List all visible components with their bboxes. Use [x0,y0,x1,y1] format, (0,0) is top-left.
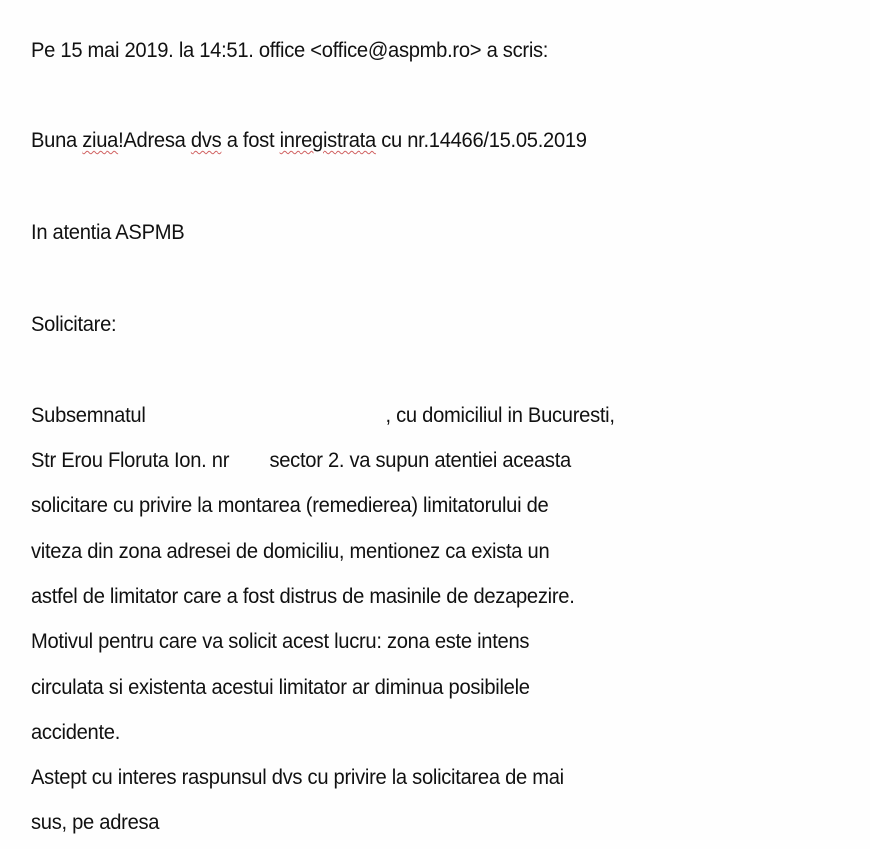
body-line-10: sus, pe adresa [31,811,160,834]
body-line-6: Motivul pentru care va solicit acest lucru: zona este intens [31,630,530,653]
attention-line: In atentia ASPMB [31,221,185,244]
body-line-8: accidente. [31,721,121,744]
body-line-7: circulata si existenta acestui limitator ar diminua posibilele [31,676,530,699]
body-line-4: viteza din zona adresei de domiciliu, mentionez ca exista un [31,540,550,563]
spellcheck-word: dvs [190,129,222,152]
body-line-1: Subsemnatul , cu domiciliul in Bucuresti, [31,404,615,427]
spellcheck-word: inregistrata [279,129,376,152]
body-line-2: Str Erou Floruta Ion. nr sector 2. va supun atentiei aceasta [31,449,571,472]
body-line-5: astfel de limitator care a fost distrus de masinile de dezapezire. [31,585,575,608]
registration-confirmation: Buna ziua!Adresa dvs a fost inregistrata cu nr.14466/15.05.2019 [31,129,587,152]
quote-header: Pe 15 mai 2019. la 14:51. office <office@aspmb.ro> a scris: [31,39,549,62]
spellcheck-word: ziua [82,129,119,152]
body-line-3: solicitare cu privire la montarea (remedierea) limitatorului de [31,494,549,517]
body-line-9: Astept cu interes raspunsul dvs cu privire la solicitarea de mai [31,766,564,789]
subject-label: Solicitare: [31,313,117,336]
